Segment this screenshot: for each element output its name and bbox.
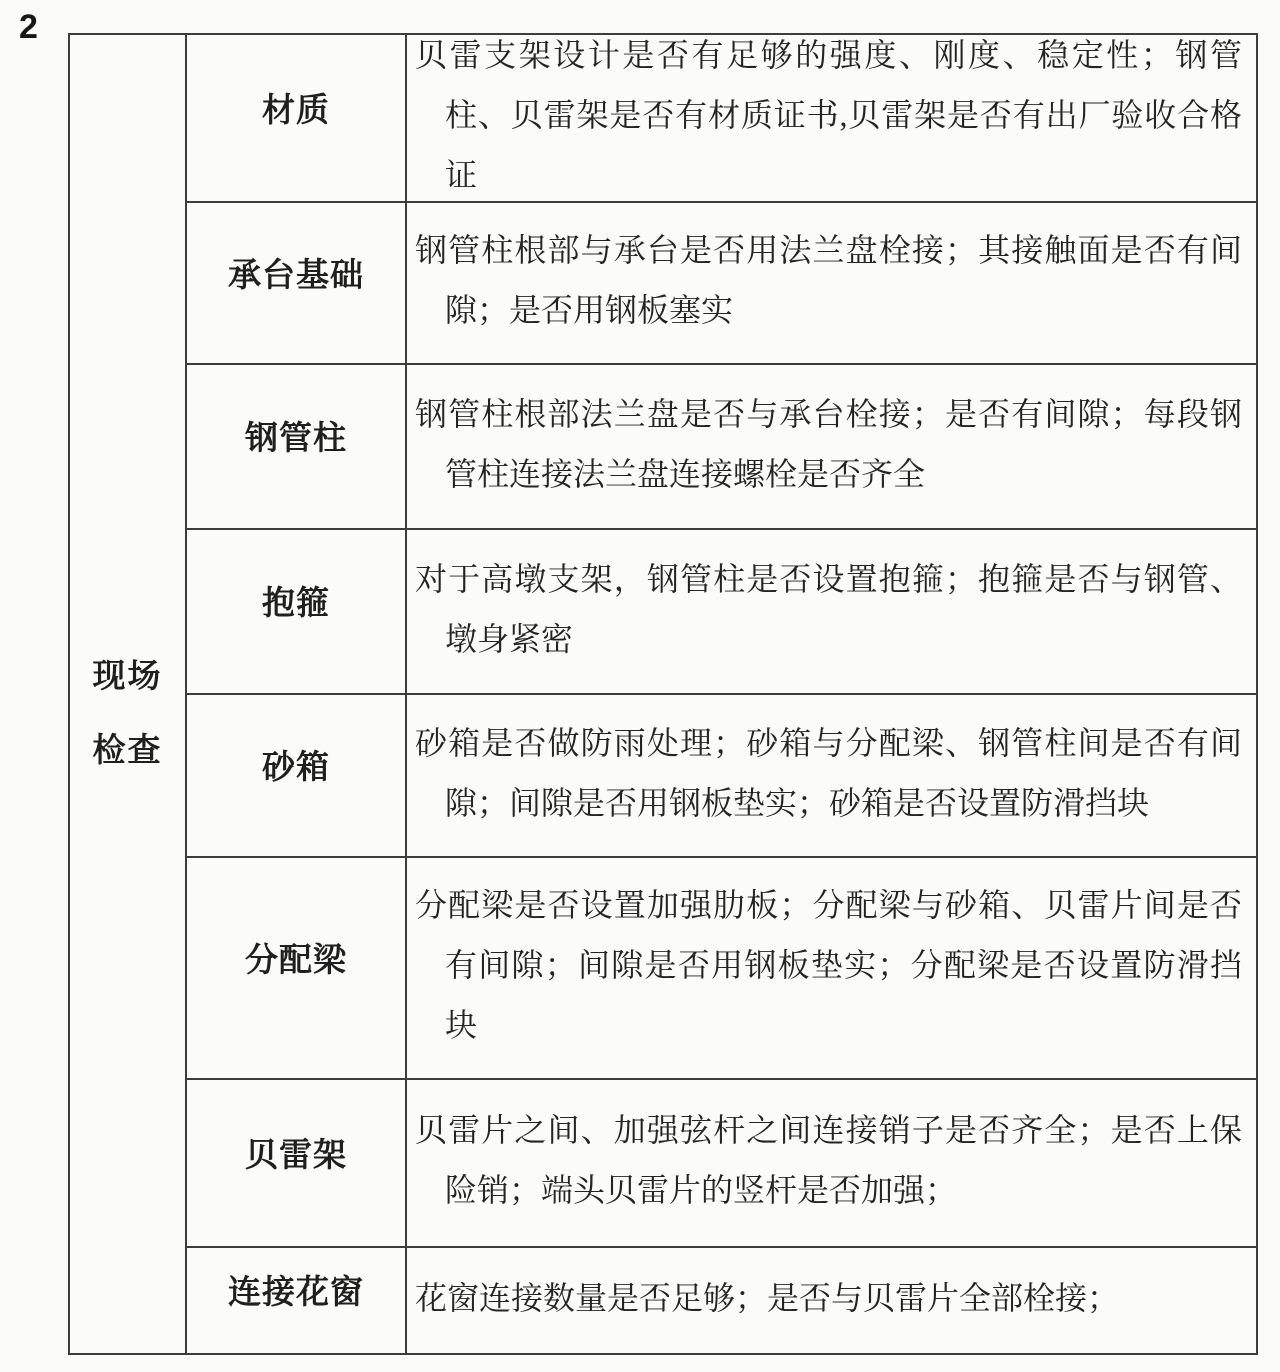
row-content-cap-foundation [407,203,1256,365]
row-label-steel-pipe-column: 钢管柱 [187,365,407,530]
row-label-connecting-lattice: 连接花窗 [187,1248,407,1353]
row-label-bailey-truss: 贝雷架 [187,1080,407,1248]
row-content-text: 钢管柱根部与承台是否用法兰盘栓接；其接触面是否有间隙；是否用钢板塞实 [415,232,1242,328]
row-content-connecting-lattice [407,1248,1256,1353]
row-label-material: 材质 [187,35,407,203]
row-content-material [407,35,1256,203]
row-content-text: 对于高墩支架，钢管柱是否设置抱箍；抱箍是否与钢管、墩身紧密 [415,560,1242,657]
row-content-distribution-beam [407,858,1256,1080]
row-group-header-line2: 检查 [92,733,163,769]
row-label-hoop: 抱箍 [187,530,407,695]
row-content-hoop [407,530,1256,695]
page-number: 2 [19,8,38,46]
row-content-steel-pipe-column [407,365,1256,530]
row-content-text: 分配梁是否设置加强肋板；分配梁与砂箱、贝雷片间是否有间隙；间隙是否用钢板垫实；分配梁是否设置防滑挡块 [415,887,1242,1043]
row-group-header [70,35,187,1353]
row-content-sand-box [407,695,1256,858]
row-label-sand-box: 砂箱 [187,695,407,858]
row-content-text: 贝雷支架设计是否有足够的强度、刚度、稳定性；钢管柱、贝雷架是否有材质证书,贝雷架是否有出厂验收合格证 [415,37,1242,193]
row-group-header-line1: 现场 [92,659,163,695]
row-label-cap-foundation: 承台基础 [187,203,407,365]
row-content-text: 钢管柱根部法兰盘是否与承台栓接；是否有间隙；每段钢管柱连接法兰盘连接螺栓是否齐全 [415,395,1242,492]
row-content-text: 贝雷片之间、加强弦杆之间连接销子是否齐全；是否上保险销；端头贝雷片的竖杆是否加强； [415,1112,1242,1208]
row-content-text: 砂箱是否做防雨处理；砂箱与分配梁、钢管柱间是否有间隙；间隙是否用钢板垫实；砂箱是否设置防滑挡块 [415,724,1242,821]
row-content-text: 花窗连接数量是否足够；是否与贝雷片全部栓接； [415,1279,1120,1316]
inspection-table [68,33,1258,1355]
row-content-bailey-truss [407,1080,1256,1248]
row-label-distribution-beam: 分配梁 [187,858,407,1080]
